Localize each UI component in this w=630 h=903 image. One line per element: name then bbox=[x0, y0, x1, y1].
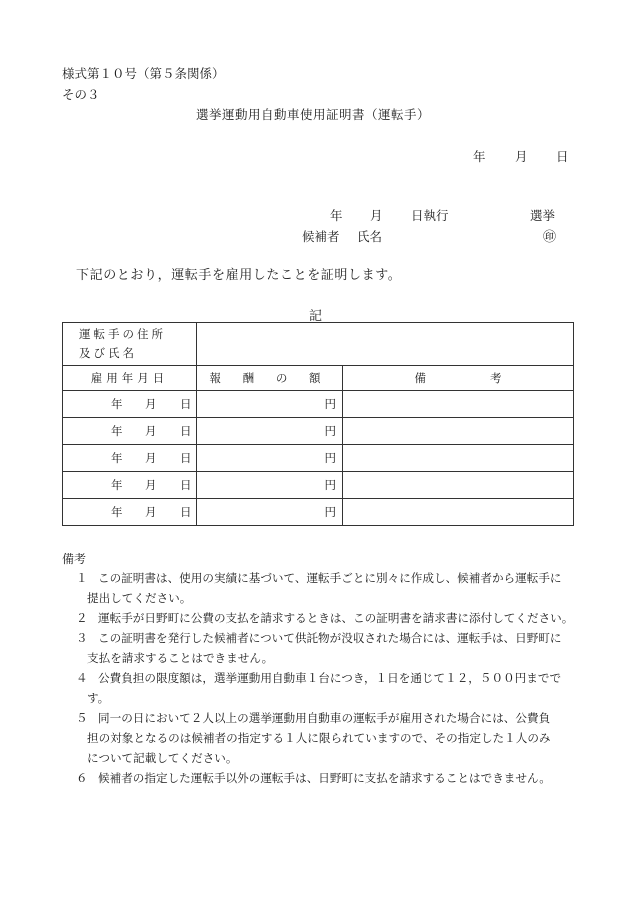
row-pay-cell[interactable] bbox=[197, 418, 343, 445]
col-header-date: 雇用年月日 bbox=[63, 366, 197, 391]
address-value-cell[interactable] bbox=[197, 323, 574, 366]
row-pay-cell[interactable] bbox=[197, 472, 343, 499]
row-note-cell[interactable] bbox=[343, 445, 574, 472]
row-year: 年 bbox=[111, 424, 123, 438]
row-month: 月 bbox=[145, 397, 157, 411]
address-label-line2: 及び氏名 bbox=[79, 346, 137, 360]
note-line: 支払を請求することはできません。 bbox=[87, 651, 274, 665]
row-pay-cell[interactable] bbox=[197, 391, 343, 418]
seal-mark: ㊞ bbox=[543, 230, 557, 245]
note-line: について記載してください。 bbox=[87, 751, 238, 765]
issue-date-month: 月 bbox=[515, 149, 528, 164]
note-number: ３ bbox=[76, 631, 88, 645]
row-month: 月 bbox=[145, 478, 157, 492]
row-year: 年 bbox=[111, 397, 123, 411]
row-day: 日 bbox=[180, 451, 192, 465]
candidate-label: 候補者 bbox=[302, 229, 340, 244]
row-date-cell[interactable] bbox=[63, 445, 197, 472]
table-row bbox=[63, 418, 574, 445]
issue-date-day: 日 bbox=[556, 149, 569, 164]
table-row bbox=[63, 391, 574, 418]
election-year: 年 bbox=[330, 208, 343, 223]
col-header-note-a: 備 bbox=[414, 371, 426, 385]
row-year: 年 bbox=[111, 478, 123, 492]
note-line: 担の対象となるのは候補者の指定する１人に限られていますので、その指定した１人のみ bbox=[87, 731, 551, 745]
row-pay-cell[interactable] bbox=[197, 445, 343, 472]
note-line: 提出してください。 bbox=[87, 591, 192, 605]
note-line: 公費負担の限度額は，選挙運動用自動車１台につき，１日を通じて１２，５００円までで bbox=[98, 671, 562, 685]
note-line: 運転手が日野町に公費の支払を請求するときは、この証明書を請求書に添付してください。 bbox=[98, 611, 574, 625]
ki-heading: 記 bbox=[309, 309, 323, 324]
note-number: ５ bbox=[76, 711, 88, 725]
row-day: 日 bbox=[180, 397, 192, 411]
row-year: 年 bbox=[111, 505, 123, 519]
header-row bbox=[63, 366, 574, 391]
form-number: 様式第１０号（第５条関係） bbox=[62, 66, 225, 81]
row-month: 月 bbox=[145, 451, 157, 465]
row-yen: 円 bbox=[324, 451, 336, 465]
note-number: ２ bbox=[76, 611, 88, 625]
col-header-pay: 報 酬 の 額 bbox=[197, 366, 343, 391]
row-month: 月 bbox=[145, 424, 157, 438]
row-day: 日 bbox=[180, 505, 192, 519]
row-pay-cell[interactable] bbox=[197, 499, 343, 526]
election-day-exec: 日執行 bbox=[411, 208, 449, 223]
col-header-note bbox=[343, 366, 574, 391]
table-row bbox=[63, 499, 574, 526]
row-note-cell[interactable] bbox=[343, 418, 574, 445]
note-line: 同一の日において２人以上の選挙運動用自動車の運転手が雇用された場合には、公費負 bbox=[98, 711, 551, 725]
row-day: 日 bbox=[180, 424, 192, 438]
row-date-cell[interactable] bbox=[63, 472, 197, 499]
row-note-cell[interactable] bbox=[343, 499, 574, 526]
note-number: ６ bbox=[76, 771, 88, 785]
certification-statement: 下記のとおり，運転手を雇用したことを証明します。 bbox=[76, 268, 402, 283]
election-month: 月 bbox=[370, 208, 383, 223]
row-date-cell[interactable] bbox=[63, 499, 197, 526]
document-title: 選挙運動用自動車使用証明書（運転手） bbox=[196, 107, 431, 122]
name-label: 氏名 bbox=[357, 229, 383, 244]
row-note-cell[interactable] bbox=[343, 472, 574, 499]
note-number: １ bbox=[76, 571, 88, 585]
issue-date-year: 年 bbox=[473, 149, 486, 164]
row-yen: 円 bbox=[324, 424, 336, 438]
employment-table bbox=[62, 322, 574, 526]
row-note-cell[interactable] bbox=[343, 391, 574, 418]
row-month: 月 bbox=[145, 505, 157, 519]
table-row bbox=[63, 472, 574, 499]
row-date-cell[interactable] bbox=[63, 391, 197, 418]
note-line: す。 bbox=[87, 691, 110, 705]
table-row bbox=[63, 445, 574, 472]
note-number: ４ bbox=[76, 671, 88, 685]
row-yen: 円 bbox=[324, 478, 336, 492]
form-sub-number: その３ bbox=[62, 87, 100, 102]
row-day: 日 bbox=[180, 478, 192, 492]
note-line: 候補者の指定した運転手以外の運転手は、日野町に支払を請求することはできません。 bbox=[98, 771, 551, 785]
notes-title: 備考 bbox=[62, 552, 87, 566]
note-line: この証明書は、使用の実績に基づいて、運転手ごとに別々に作成し、候補者から運転手に bbox=[98, 571, 562, 585]
row-date-cell[interactable] bbox=[63, 418, 197, 445]
row-yen: 円 bbox=[324, 397, 336, 411]
note-line: この証明書を発行した候補者について供託物が没収された場合には、運転手は、日野町に bbox=[98, 631, 562, 645]
row-yen: 円 bbox=[324, 505, 336, 519]
election-suffix: 選挙 bbox=[530, 208, 556, 223]
address-row bbox=[63, 323, 574, 366]
col-header-note-b: 考 bbox=[490, 371, 502, 385]
address-label-line1: 運転手の住所 bbox=[79, 327, 166, 341]
row-year: 年 bbox=[111, 451, 123, 465]
address-label-cell bbox=[63, 323, 197, 366]
